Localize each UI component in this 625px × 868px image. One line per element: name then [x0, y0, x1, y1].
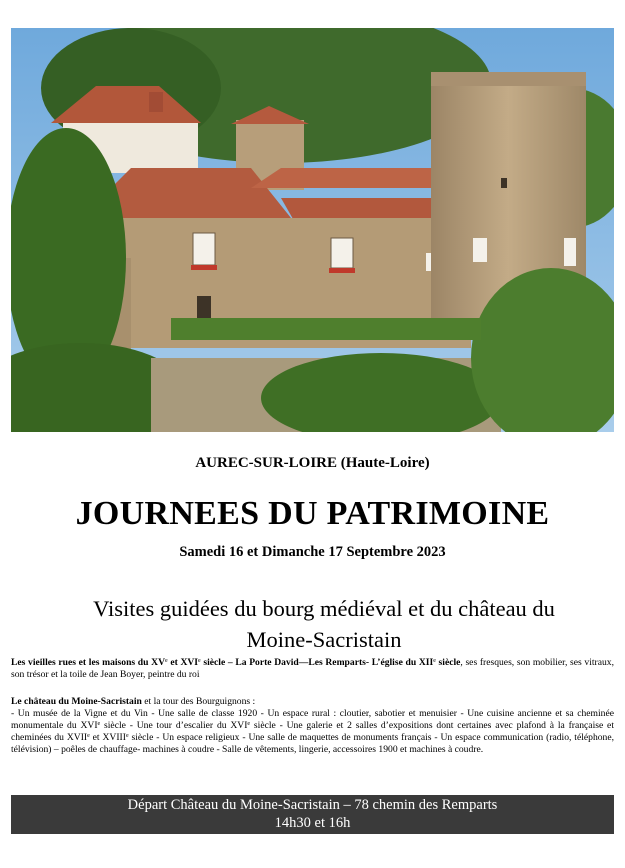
window — [501, 178, 507, 188]
departure-location: Départ Château du Moine-Sacristain – 78 chemin des Remparts — [127, 797, 498, 813]
paragraph-castle-intro: Le château du Moine-Sacristain et la tour des Bourguignons : — [11, 696, 256, 707]
flower-box — [329, 268, 355, 273]
window — [197, 296, 211, 318]
paragraph-castle-details: - Un musée de la Vigne et du Vin - Une salle de classe 1920 - Un espace rural : cloutier, sabotier et menuisier - Une cuisine ancienne et sa cheminée monumentale du XVIe siècle - Une tour d’escalier du XVIe siècle - Une galerie et 2 salles d’expositions dont certaines avec plafond à la française et cheminées du XVIIe et XVIIIe siècle - Un espace religieux - Une salle de maquettes de monuments français - Un espace communication (radio, téléphone, télévision) – poêles de chauffage- machines à coudre - Salle de vêtements, lingerie, accessoires 1900 et machines à coudre. — [11, 708, 614, 755]
window — [473, 238, 487, 262]
headline — [14, 593, 625, 655]
chimney — [149, 92, 163, 112]
window — [331, 238, 353, 268]
location-heading: AUREC-SUR-LOIRE (Haute-Loire) — [195, 455, 430, 471]
departure-banner — [11, 795, 614, 834]
headline-line-1: Visites guidées du bourg médiéval et du château du — [93, 596, 555, 621]
flower-box — [191, 265, 217, 270]
event-dates: Samedi 16 et Dimanche 17 Septembre 2023 — [179, 544, 446, 560]
page-title: JOURNEES DU PATRIMOINE — [75, 495, 550, 532]
headline-line-2: Moine-Sacristain — [246, 627, 402, 652]
roof — [251, 168, 441, 188]
window — [193, 233, 215, 265]
paragraph-old-streets: Les vieilles rues et les maisons du XVe et XVIe siècle – La Porte David—Les Remparts- L’église du XIIe siècle, ses fresques, son mobilier, ses vitraux, son trésor et la toile de Jean Boyer, peintre du roi — [11, 657, 614, 680]
castle-photo — [11, 28, 614, 432]
hedge — [171, 318, 481, 340]
departure-times: 14h30 et 16h — [274, 815, 351, 831]
window — [564, 238, 576, 266]
battlement — [431, 72, 586, 86]
